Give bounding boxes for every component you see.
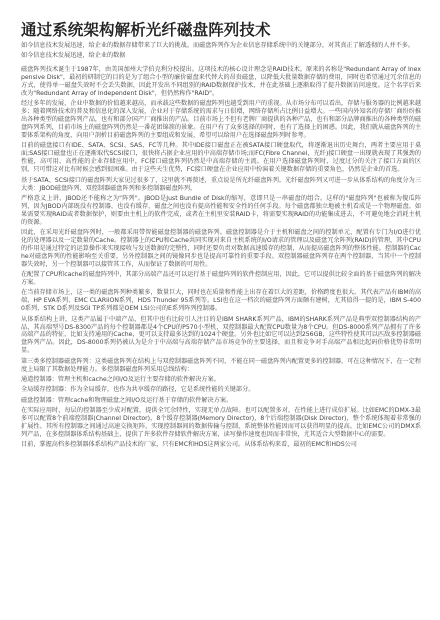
paragraph-categories: 基于SATA、SCSI接口的磁盘阵列大家见过很多了，这里就不再赘述，重点说是所光纤磁盘阵列。光纤磁盘阵列又可进一步从体系结构的角度分为三大类：JBOD磁盘阵列、双控制器磁盘阵列和多控制器磁盘阵列。 (21, 176, 421, 192)
paragraph-raid-history: 磁盘阵列技术诞生于1987年，由美国加州大学伯克利分校提出。这项技术的核心设计理念是RAID技术。原来的名称是"Redundant Array of Inexpensive Disk"，最初的研制它的目的是为了组合小型的廉价磁盘来代替大的昂贵磁盘，以降低大批量数据存储的费用，同时也希望通过冗余信息的方式，使得单一磁盘失效时不会丢失数据，因此开发出不同组别的RAID数据保护技术，并在此基础上逐渐取得了提升数据访问速度。这个名字后来改为"Redundant Array of Independent Disk"，但仍然称作"RAID"。 (21, 66, 421, 98)
paragraph-market: 经过多年的发展，企业中数据的价值越来越高，而承载这些数据的磁盘阵列也越受到用户的重视。从市场分布可以看出，存储与服务器的比例越来越多；随着网络技术的普及和信息化的深入发展，企业对于存储系统的需求与日俱增，网络存储所占比例日益增大。一些国内外知名的存储厂商纷纷推出各种类型的磁盘阵列产品，也有和部分国产厂商推出的产品。目前市场上不但有老牌厂商提供的各种产品，也有和部分品牌商推出的各种类型的磁盘阵列系列，目前市场上的磁盘阵列仍然是一番花团锦簇的景象。在用户有了众多选择的同时，也有了选择上的困惑。因此，我们就从磁盘阵列的主要体系架构的角度，向用户剖析目前磁盘阵列的主要组成和发展，希望可以给用户在选择磁盘阵列时参考。 (21, 100, 421, 140)
paragraph-global-cache: 全局缓存控制器：作为全局缓存，也作为共享缓存的路径，它是系统性能的关键部分。 (21, 386, 255, 394)
paragraph-controller: 因此，在采用光纤磁盘阵列时，一般都采用带智能磁盘控制器的磁盘阵列。磁盘控制器是介于主机和磁盘之间的控制单元，配置有专门为I/O进行优化的处理器以及一定数量的Cache。控制器上的CPU和Cache共同实现对来自主机系统的I/O请求的管理以及磁盘冗余阵列(RAID)的管理，其中CPU的作用是通过特定的运算操作来实现接收与发送数据的完整性，同时还要负责对数据高速缓存的控制，从而提高磁盘阵列的整体性能。控制器的Cache对磁盘阵列的性能影响至关重要，另外控制器之间的镜像同步也是提高可靠性的重要手段。双控制器磁盘阵列存在两个控制器，当其中一个控制器失效时，另一个控制器可以接管其工作，从而保证了数据的可用性。 (21, 229, 421, 268)
paragraph-emc-dmx: 在实际应用时，每层的控制器至少成对配置，提供全冗余特性，实现无单点故障。也可以配置多对，在性能上进行成倍扩展。比如EMC的DMX-3最多可以配置8个前端控制器(Channel Director)，8个缓存控制器(Memory Director)，8个后端控制器(Disk Director)，整个系统体现着非常强的扩展性。其所有控制器之间通过高速交换矩阵，实现控制器间的数据传输与控制，系统整体性能因而可以获得明显的提高。比如EMC公司的DMX系列产品，在多控制器体系结构基础上，提供了许多软件存储软件解决方案，读写操作速度也因而非常快，尤其适合大型数据中心的需要。 (21, 407, 421, 438)
paragraph-vendors: 目前，掌握高档多控制器体系结构产品技术的厂家，只有EMC和HDS这两家公司。从体系结构来看，最初的EMC和HDS公司 (21, 441, 357, 449)
paragraph-ibm-shark: 从体系结构上讲，这类产品属于中端产品，但其中也有比较引人注目的是IBM SHARK系列产品，IBM的SHARK系列产品是典型双控制器结构的产品，其高端型号DS-8300产品的每个控制器都是4个CPU的P570小型机，双控制器最大配置CPU数量为8个CPU。但DS-8000系列产品拥有了许多高端产品的特征，比如支持通用的Cache，更可以支持最多达到的1024个硬盘。另外也比如它可以达到256GB，这些特性使其可以匹敌多控制器磁盘阵列产品。因此，DS-8000系列仍被认为是介于中高端与高端存储产品市场竞争的主要选择，而且和竞争对手高端产品相比起码价格优势非常明显。 (21, 315, 421, 355)
paragraph-jbod: 严格意义上讲，JBOD还不能称之为"阵列"。JBOD是Just Bundle of Disk的缩写，意即只是一串磁盘的组合。这样的"磁盘阵列"也被称为傻瓜阵列，因为JBOD内部既没有控制器，也没有缓存，磁盘之间也没有提高性能和安全性的任何手段。每个磁盘都独立地被主机看成是一个物理磁盘。如果需要实现RAID或者数据保护，则要由主机上的软件完成，或者在主机里安装RAID卡，将需要实现RAID的功能集成进去，不可避免地会消耗主机的资源。 (21, 194, 421, 226)
article-body (21, 42, 421, 452)
paragraph-cache-solution: 在配置了CPU和cache的磁盘阵列中，其部分高端产品还可以运行基于磁盘阵列的软件控制应用，因此，它可以提供比较全面的基于磁盘阵列的解决方案。 (21, 271, 421, 286)
paragraph-products: 在当前存储市场上，这一类的磁盘阵列种类繁多，数量巨大，同时也在质量和性能上出存在着巨大的差距，价格跨度也很大。其代表产品有IBM的高端、HP EVA系列、EMC CLARiiON系列，HDS Thunder 95系列等。LSI也在这一档次的磁盘阵列方面颇有建树，尤其值得一提的是，IBM S-4000系列、STK D系列及SGI TP系列都是OEM LSI公司的E系列阵列控制器。 (21, 289, 421, 313)
paragraph-channel-controller: 通道控制器：管理主机和cache之间I/O及运行主要存储的软件解决方案。 (21, 375, 220, 383)
paragraph-intro: 如今信息技术发展迅速，给企业的数据存储带来了巨大的挑战。而磁盘阵列作为企业信息存储系统中的关键部分，对其真正了解透彻的人并不多。 (21, 42, 415, 49)
paragraph-intro-repeat: 如今信息技术发展迅速，给企业的数据 (21, 52, 126, 60)
article-title: 通过系统架构解析光纤磁盘阵列技术 (21, 21, 271, 39)
paragraph-multi-controller: 第三类多控制器磁盘阵列：这类磁盘阵列在结构上与双控制器磁盘阵列不同，不能在同一磁盘阵列内配置更多的控制器，可在这种情况下，在一定程度上局限了其数据处理能力。多控制器磁盘阵列采用总线结构： (21, 357, 421, 373)
paragraph-interfaces: 目前的磁盘接口有IDE、SATA、SCSI、SAS、FC等几种。其中IDE接口磁盘正在被SATA接口硬盘取代，将逐渐退出历史舞台，两者主要应用于桌面;SAS接口磁盘也正在逐渐取代SCSI接口，很快将占据企业应用的中高端存储市场;而FC(Fibre Channel，光纤)接口硬盘一出现就表现了其强劲的性能，高可用、高性能的企业存储应用中，FC接口磁盘阵列仍然是中高端存储的主流。在用户选择磁盘阵列时，过度过分的关注了接口方面的区别，只可惜这对比有时候会感到很困难。由于这些天生优势，FC接口硬盘在企业应用中扮演着关键数据存储的重要角色，仍然是企业的首选。 (21, 142, 421, 174)
paragraph-disk-controller: 磁盘控制器：管理cache和物理磁盘之间I/O及运行基于存储的软件解决方案。 (21, 396, 233, 404)
